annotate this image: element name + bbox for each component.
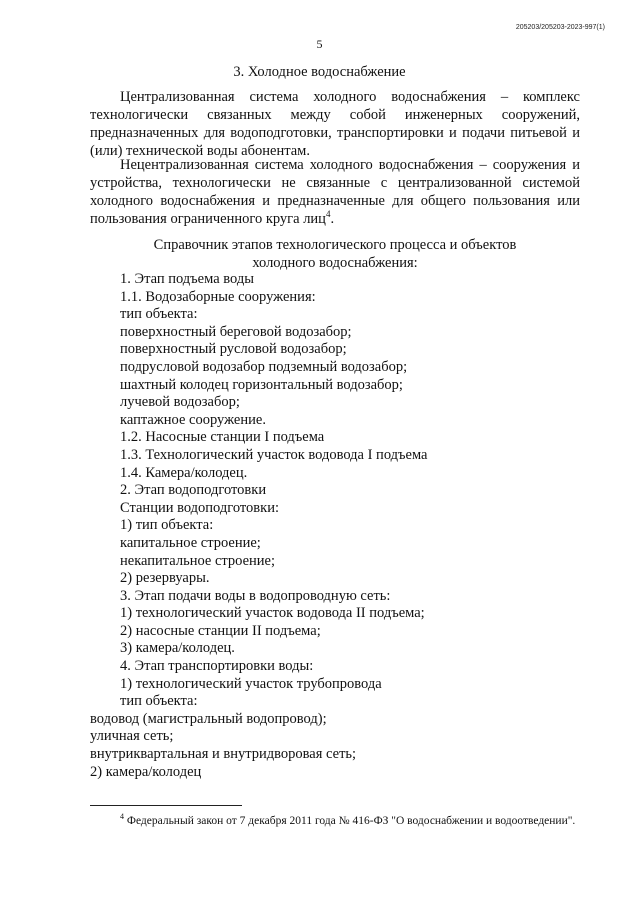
list-item: водовод (магистральный водопровод); bbox=[90, 710, 327, 727]
list-item: 2) резервуары. bbox=[120, 570, 210, 587]
list-item: 1.1. Водозаборные сооружения: bbox=[120, 288, 316, 305]
reference-title-line: Справочник этапов технологического процесса и объектов bbox=[153, 237, 517, 253]
reference-title-line: холодного водоснабжения: bbox=[252, 255, 418, 271]
list-item: 1) технологический участок водовода II подъема; bbox=[120, 605, 425, 622]
section-title: 3. Холодное водоснабжение bbox=[233, 64, 406, 80]
footnote-divider bbox=[90, 805, 242, 806]
list-item: 3. Этап подачи воды в водопроводную сеть: bbox=[120, 587, 391, 604]
list-item: поверхностный береговой водозабор; bbox=[120, 323, 352, 340]
list-item: каптажное сооружение. bbox=[120, 411, 266, 428]
list-item: поверхностный русловой водозабор; bbox=[120, 341, 347, 358]
list-item: 2) насосные станции II подъема; bbox=[120, 622, 321, 639]
footnote bbox=[90, 813, 580, 829]
list-item: капитальное строение; bbox=[120, 534, 261, 551]
document-id: 205203/205203-2023-997(1) bbox=[515, 24, 605, 31]
list-item: шахтный колодец горизонтальный водозабор; bbox=[120, 376, 403, 393]
paragraph-text: Централизованная система холодного водоснабжения – комплекс технологически связанных между собой инженерных сооружений, предназначенных для водоподготовки, транспортировки и подачи питьевой и (или) технической воды абонентам. bbox=[90, 89, 580, 159]
list-item: 4. Этап транспортировки воды: bbox=[120, 658, 314, 675]
list-item: 1. Этап подъема воды bbox=[120, 271, 254, 287]
footnote-text: Федеральный закон от 7 декабря 2011 года № 416-ФЗ "О водоснабжении и водоотведении". bbox=[126, 815, 576, 827]
list-item: 1.2. Насосные станции I подъема bbox=[120, 429, 325, 446]
list-item: 2. Этап водоподготовки bbox=[120, 482, 267, 499]
list-item: уличная сеть; bbox=[90, 728, 174, 745]
page-number: 5 bbox=[316, 37, 323, 51]
list-item: подрусловой водозабор подземный водозабор; bbox=[120, 358, 408, 375]
list-item: тип объекта: bbox=[120, 306, 198, 323]
list-item: 2) камера/колодец bbox=[90, 763, 202, 780]
list-item: 1) тип объекта: bbox=[120, 517, 214, 534]
list-item: 3) камера/колодец. bbox=[120, 640, 235, 657]
list-item: тип объекта: bbox=[120, 693, 198, 710]
list-item: 1.4. Камера/колодец. bbox=[120, 464, 248, 481]
paragraph-decentralized: Нецентрализованная система холодного водоснабжения – сооружения и устройства, технологически не связанные с централизованной системой холодного водоснабжения и предназначенные для общего пользования или пользования ограниченного круга лиц$^4$. bbox=[90, 157, 580, 227]
list-item: 1.3. Технологический участок водовода I подъема bbox=[120, 446, 428, 463]
paragraph-text: Нецентрализованная система холодного водоснабжения – сооружения и устройства, технологически не связанные с централизованной системой холодного водоснабжения и предназначенные для общего пользования или пользования ограниченного круга лиц bbox=[90, 157, 580, 227]
reference-title bbox=[90, 236, 580, 272]
list-item: Станции водоподготовки: bbox=[120, 499, 279, 516]
footnote-ref: 4 bbox=[325, 209, 331, 220]
stage-list bbox=[90, 271, 590, 781]
paragraph-centralized bbox=[90, 88, 580, 160]
footnote-mark: 4 bbox=[120, 812, 124, 822]
list-item: лучевой водозабор; bbox=[120, 394, 240, 411]
list-item: внутриквартальная и внутридворовая сеть; bbox=[90, 746, 357, 763]
list-item: некапитальное строение; bbox=[120, 552, 276, 569]
list-item: 1) технологический участок трубопровода bbox=[120, 675, 382, 692]
